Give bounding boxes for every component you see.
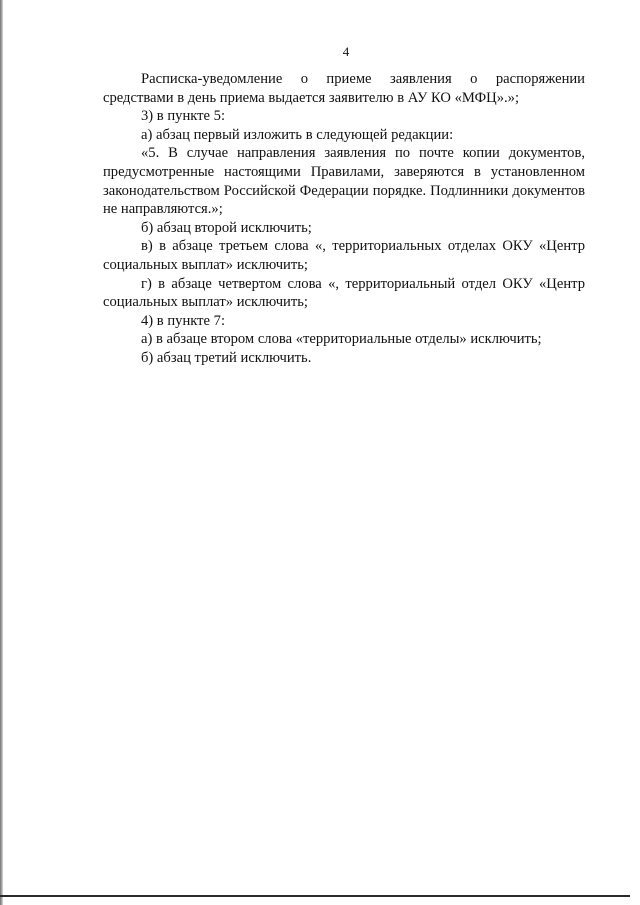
paragraph-item-3g: г) в абзаце четвертом слова «, территориальный отдел ОКУ «Центр социальных выплат» исключить; (103, 275, 585, 311)
paragraph-item-3b: б) абзац второй исключить; (141, 219, 312, 236)
document-body (103, 70, 585, 368)
paragraph-quoted-rule-5: «5. В случае направления заявления по почте копии документов, предусмотренные настоящими Правилами, заверяются в установленном законодательством Российской Федерации порядке. Подлинники документов не направляются.»; (103, 145, 585, 218)
paragraph-item-3: 3) в пункте 5: (141, 108, 226, 125)
scan-edge-left (0, 0, 3, 905)
page-number: 4 (342, 44, 350, 59)
paragraph-item-4: 4) в пункте 7: (141, 312, 226, 329)
scan-edge-bottom (0, 895, 630, 897)
paragraph-item-3v: в) в абзаце третьем слова «, территориальных отделах ОКУ «Центр социальных выплат» исключить; (103, 238, 585, 273)
paragraph-item-4a: а) в абзаце втором слова «территориальные отделы» исключить; (141, 331, 542, 348)
paragraph-receipt-notice: Расписка-уведомление о приеме заявления о распоряжении средствами в день приема выдается заявителю в АУ КО «МФЦ».»; (103, 71, 585, 106)
paragraph-item-3a: а) абзац первый изложить в следующей редакции: (141, 126, 454, 143)
paragraph-item-4b: б) абзац третий исключить. (141, 349, 312, 366)
